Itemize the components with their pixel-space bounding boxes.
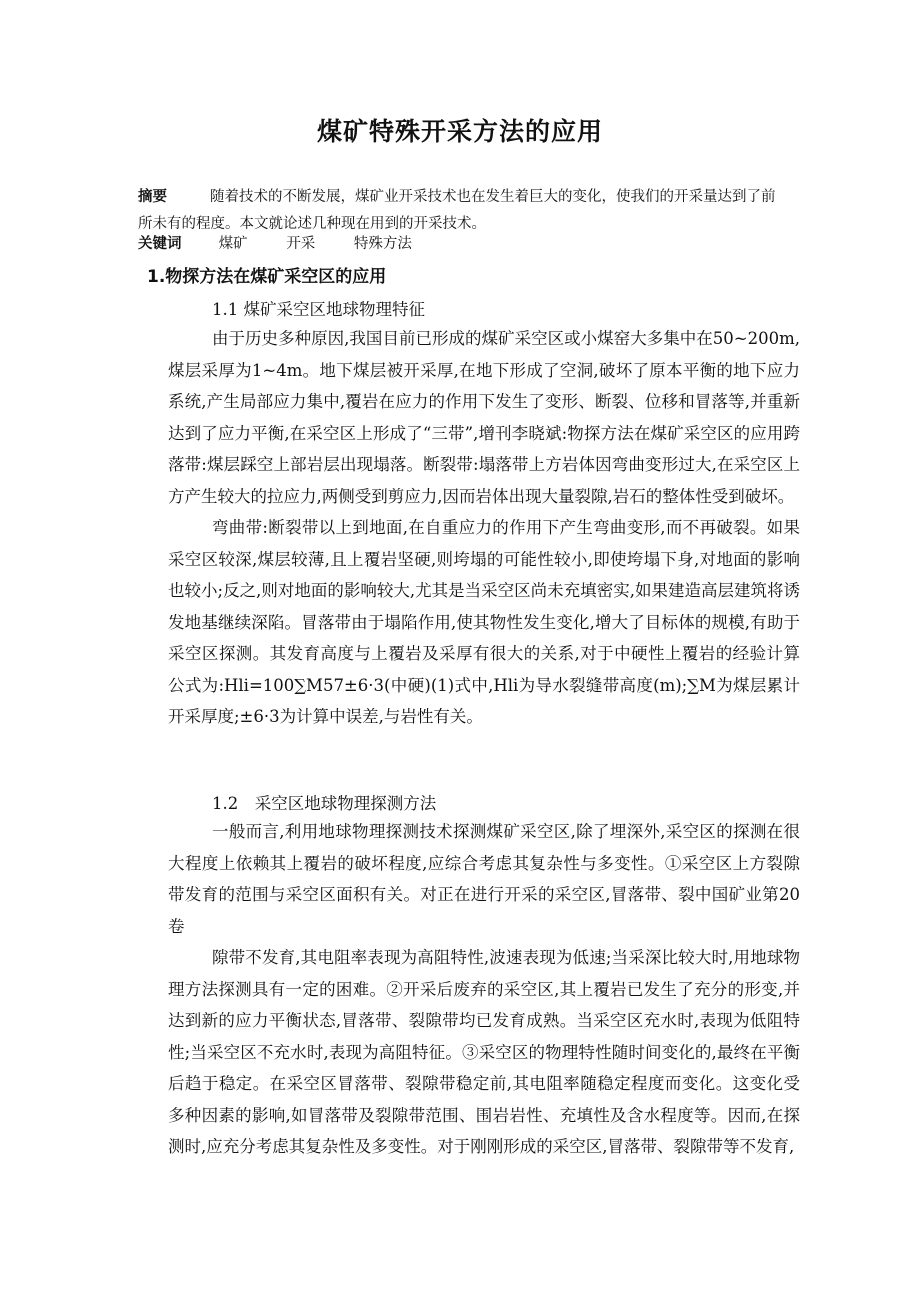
paragraph: 弯曲带:断裂带以上到地面,在自重应力的作用下产生弯曲变形,而不再破裂。如果采空区较深,煤层较薄,且上覆岩坚硬,则垮塌的可能性较小,即使垮塌下身,对地面的影响也较小;反之,则对地面的影响较大,尤其是当采空区尚未充填密实,如果建造高层建筑将诱发地基继续深陷。冒落带由于塌陷作用,使其物性发生变化,增大了目标体的规模,有助于采空区探测。其发育高度与上覆岩及采厚有很大的关系,对于中硬性上覆岩的经验计算公式为:Hli=100∑M57±6·3(中硬)(1)式中,Hli为导水裂缝带高度(m);∑M为煤层累计开采厚度;±6·3为计算中误差,与岩性有关。: [168, 518, 800, 726]
subsection-body: [168, 323, 800, 733]
keyword-item: 煤矿: [218, 236, 248, 252]
keyword-item: 特殊方法: [353, 236, 412, 252]
abstract-label: 摘要: [138, 189, 167, 205]
abstract-text: 随着技术的不断发展，煤矿业开采技术也在发生着巨大的变化，使我们的开采量达到了前所未有的程度。本文就论述几种现在用到的开采技术。: [138, 189, 776, 232]
paragraph: 隙带不发育,其电阻率表现为高阻特性,波速表现为低速;当采深比较大时,用地球物理方法探测具有一定的困难。②开采后废弃的采空区,其上覆岩已发生了充分的形变,并达到新的应力平衡状态,冒落带、裂隙带均已发育成熟。当采空区充水时,表现为低阻特性;当采空区不充水时,表现为高阻特征。③采空区的物理特性随时间变化的,最终在平衡后趋于稳定。在采空区冒落带、裂隙带稳定前,其电阻率随稳定程度而变化。这变化受多种因素的影响,如冒落带及裂隙带范围、围岩岩性、充填性及含水程度等。因而,在探测时,应充分考虑其复杂性及多变性。对于刚刚形成的采空区,冒落带、裂隙带等不发育,: [168, 948, 800, 1156]
document-title: 煤矿特殊开采方法的应用: [316, 117, 603, 146]
subsection-heading: 1.1 煤矿采空区地球物理特征: [212, 300, 425, 319]
keywords-row: [138, 232, 446, 253]
keyword-item: 开采: [286, 236, 316, 252]
keywords-label: 关键词: [138, 236, 182, 252]
paragraph: 一般而言,利用地球物理探测技术探测煤矿采空区,除了埋深外,采空区的探测在很大程度上依赖其上覆岩的破坏程度,应综合考虑其复杂性与多变性。①采空区上方裂隙带发育的范围与采空区面积有关。对正在进行开采的采空区,冒落带、裂中国矿业第20卷: [168, 822, 800, 936]
subsection-heading: 1.2 采空区地球物理探测方法: [212, 794, 437, 813]
subsection-body: [168, 816, 800, 1163]
section-heading: 1.物探方法在煤矿采空区的应用: [147, 267, 387, 287]
paragraph: 由于历史多种原因,我国目前已形成的煤矿采空区或小煤窑大多集中在50~200m,煤层采厚为1~4m。地下煤层被开采厚,在地下形成了空洞,破坏了原本平衡的地下应力系统,产生局部应力集中,覆岩在应力的作用下发生了变形、断裂、位移和冒落等,并重新达到了应力平衡,在采空区上形成了“三带”,增刊李晓斌:物探方法在煤矿采空区的应用跨落带:煤层踩空上部岩层出现塌落。断裂带:塌落带上方岩体因弯曲变形过大,在采空区上方产生较大的拉应力,两侧受到剪应力,因而岩体出现大量裂隙,岩石的整体性受到破坏。: [168, 329, 800, 506]
abstract-block: [138, 184, 788, 238]
